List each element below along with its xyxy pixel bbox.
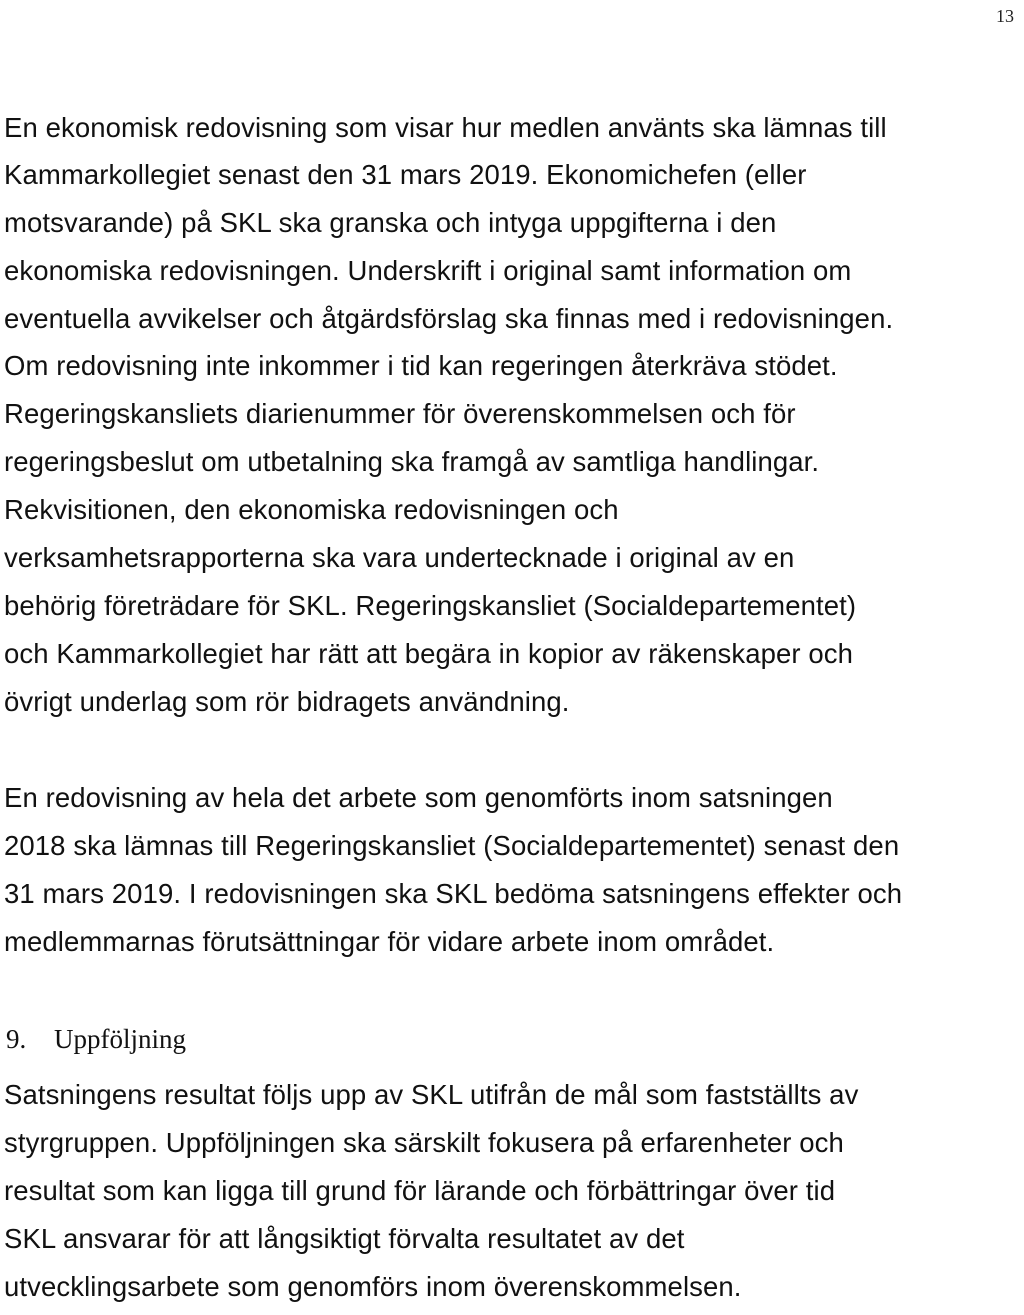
section-number: 9. <box>6 1024 27 1054</box>
section-heading <box>6 1022 186 1056</box>
text-line: En ekonomisk redovisning som visar hur medlen använts ska lämnas till <box>4 112 887 143</box>
text-line: styrgruppen. Uppföljningen ska särskilt fokusera på erfarenheter och <box>4 1127 844 1158</box>
text-line: Regeringskansliets diarienummer för överenskommelsen och för <box>4 398 796 429</box>
text-line: resultat som kan ligga till grund för lärande och förbättringar över tid <box>4 1175 836 1206</box>
text-line: eventuella avvikelser och åtgärdsförslag ska finnas med i redovisningen. <box>4 303 894 334</box>
text-line: verksamhetsrapporterna ska vara undertecknade i original av en <box>4 542 795 573</box>
text-line: Kammarkollegiet senast den 31 mars 2019. Ekonomichefen (eller <box>4 159 807 190</box>
text-line: behörig företrädare för SKL. Regeringskansliet (Socialdepartementet) <box>4 590 857 621</box>
section-title: Uppföljning <box>54 1024 186 1054</box>
text-line: medlemmarnas förutsättningar för vidare arbete inom området. <box>4 926 775 957</box>
text-line: SKL ansvarar för att långsiktigt förvalta resultatet av det <box>4 1223 685 1254</box>
text-line: regeringsbeslut om utbetalning ska framgå av samtliga handlingar. <box>4 446 820 477</box>
text-line: En redovisning av hela det arbete som genomförts inom satsningen <box>4 782 833 813</box>
text-line: motsvarande) på SKL ska granska och intyga uppgifterna i den <box>4 207 777 238</box>
text-line: och Kammarkollegiet har rätt att begära in kopior av räkenskaper och <box>4 638 854 669</box>
text-line: övrigt underlag som rör bidragets användning. <box>4 686 570 717</box>
page-number: 13 <box>996 6 1014 26</box>
text-line: utvecklingsarbete som genomförs inom överenskommelsen. <box>4 1271 742 1302</box>
text-line: Satsningens resultat följs upp av SKL utifrån de mål som fastställts av <box>4 1079 859 1110</box>
text-line: 31 mars 2019. I redovisningen ska SKL bedöma satsningens effekter och <box>4 878 903 909</box>
text-line: ekonomiska redovisningen. Underskrift i original samt information om <box>4 255 852 286</box>
text-line: 2018 ska lämnas till Regeringskansliet (Socialdepartementet) senast den <box>4 830 900 861</box>
text-line: Rekvisitionen, den ekonomiska redovisningen och <box>4 494 619 525</box>
text-line: Om redovisning inte inkommer i tid kan regeringen återkräva stödet. <box>4 350 838 381</box>
